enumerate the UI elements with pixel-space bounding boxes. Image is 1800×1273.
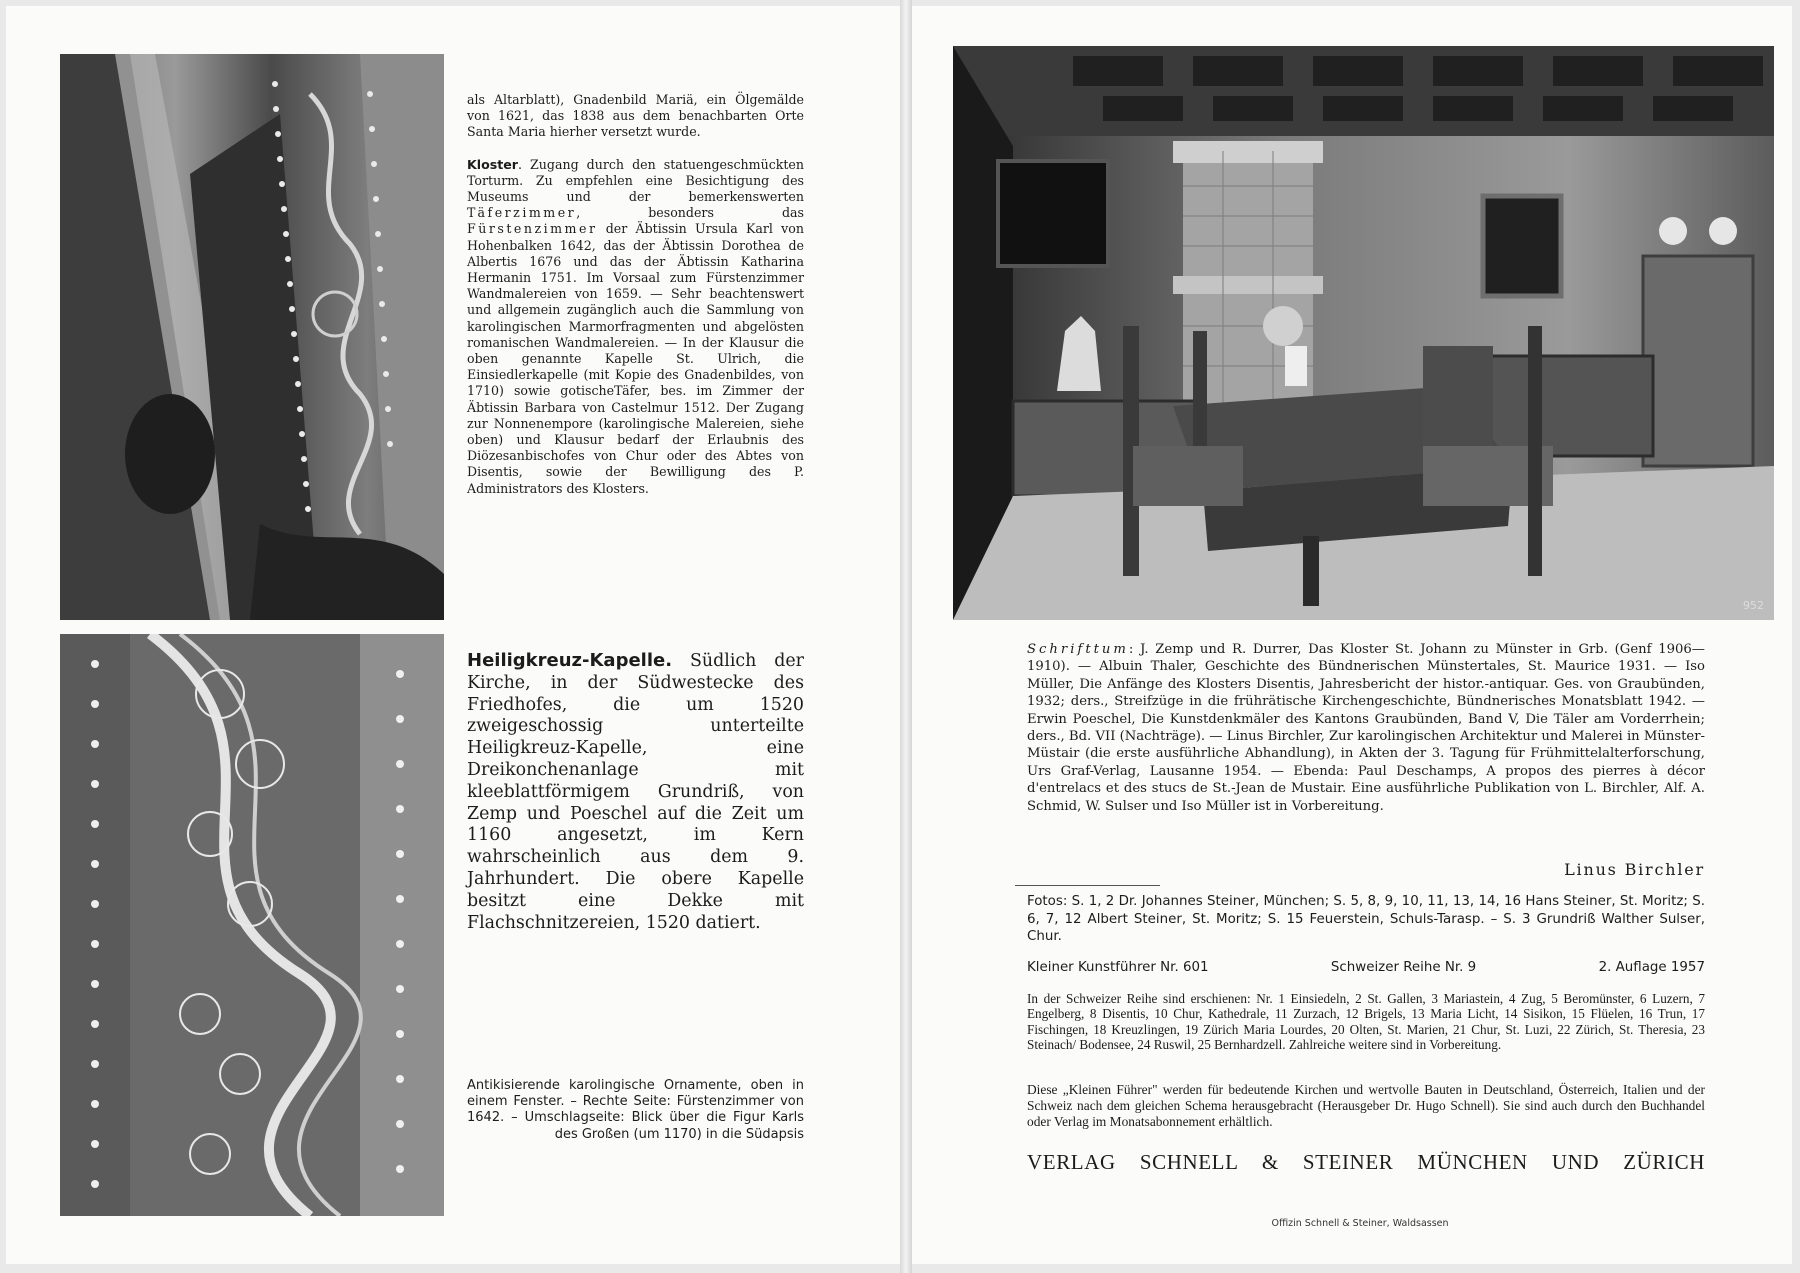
photo-caption <box>467 1078 804 1143</box>
guide-number: Kleiner Kunstführer Nr. 601 <box>1027 960 1209 975</box>
heiligkreuz-paragraph <box>467 650 804 934</box>
author-signature: Linus Birchler <box>1564 860 1705 879</box>
series-list: In der Schweizer Reihe sind erschienen: Nr. 1 Einsiedeln, 2 St. Gallen, 3 Mariastein, 4 Zug, 5 Beromünster, 6 Luzern, 7 Engelberg, 8 Disentis, 10 Chur, Kathedrale, 11 Zurzach, 12 Brigels, 13 Maria Licht, 14 Sisikon, 15 Flüelen, 16 Trun, 17 Fischingen, 18 Kreuzlingen, 19 Zürich Maria Lourdes, 20 Olten, St. Marien, 21 Chur, St. Luzi, 22 Zürich, St. Theresia, 23 Steinach/ Bodensee, 24 Ruswil, 25 Bernhardzell. Zahlreiche weitere sind in Vorbereitung. <box>1027 991 1705 1053</box>
swiss-series-number: Schweizer Reihe Nr. 9 <box>1330 960 1477 975</box>
about-series: Diese „Kleinen Führer" werden für bedeutende Kirchen und wertvolle Bauten in Deutschland, Österreich, Italien und der Schweiz nach dem gleichen Schema herausgebracht (Herausgeber Dr. Hugo Schnell). Sie sind auch durch den Buchhandel oder Verlag im Monatsabonnement erhältlich. <box>1027 1082 1705 1129</box>
bibliography-text: : J. Zemp und R. Durrer, Das Kloster St. Johann zu Münster in Grb. (Genf 1906—1910). — Albuin Thaler, Geschichte des Bündnerischen Münstertales, St. Maurice 1931. — Iso Müller, Die Anfänge des Klosters Disentis, Jahresbericht der histor.-antiquar. Ges. von Graubünden, 1932; ders., Streifzüge in die frührätische Kirchengeschichte, Bündnerisches Monatsblatt 1942. — Erwin Poeschel, Die Kunstdenkmäler des Kantons Graubünden, Band V, Die Täler am Vorderrhein; ders., Bd. VII (Nachträge). — Linus Birchler, Zur karolingischen Architektur und Malerei in Münster-Müstair (die erste ausführliche Abhandlung), in Akten der 3. Tagung für Frühmittelalterforschung, Urs Graf-Verlag, Lausanne 1954. — Ebenda: Paul Deschamps, A propos des pierres à décor d'entrelacs et des stucs de St.-Jean de Mustair. Eine ausführliche Publikation von L. Birchler, Alf. A. Schmid, W. Sulser und Iso Müller ist in Vorbereitung. <box>1027 642 1705 814</box>
heiligkreuz-heading: Heiligkreuz-Kapelle. <box>467 650 673 671</box>
bibliography-label: Schrifttum <box>1027 642 1129 657</box>
heiligkreuz-column <box>467 650 804 934</box>
printer-imprint: Offizin Schnell & Steiner, Waldsassen <box>1271 1218 1449 1229</box>
edition: 2. Auflage 1957 <box>1598 960 1705 975</box>
book-gutter <box>900 0 912 1273</box>
intro-paragraph: als Altarblatt), Gnadenbild Mariä, ein Ölgemälde von 1621, das 1838 aus dem benachbarten Orte Santa Maria hierher versetzt wurde. <box>467 92 804 140</box>
ornament-band-photo <box>60 634 444 1216</box>
publisher-name: VERLAG SCHNELL & STEINER MÜNCHEN UND ZÜRICH <box>1027 1150 1705 1174</box>
fresco-window-photo <box>60 54 444 620</box>
heiligkreuz-text: Südlich der Kirche, in der Südwestecke des Friedhofes, die um 1520 zweigeschossig unterteilte Heiligkreuz-Kapelle, eine Dreikonchenanlage mit kleeblattförmigem Grundriß, von Zemp und Poeschel auf die Zeit um 1160 angesetzt, im Kern wahrscheinlich aus dem 9. Jahrhundert. Die obere Kapelle besitzt eine Dekke mit Flachschnitzereien, 1520 datiert. <box>467 651 804 933</box>
kloster-paragraph <box>467 157 804 497</box>
kloster-text-c: der Äbtissin Ursula Karl von Hohenbalken 1642, das der Äbtissin Dorothea de Albertis 1676 und das der Äbtissin Katharina Hermanin 1751. Im Vorsaal zum Fürstenzimmer Wandmalereien von 1659. — Sehr beachtenswert und allgemein zugänglich auch die Sammlung von karolingischen Marmorfragmenten und abgelösten romanischen Wandmalereien. — In der Klausur die oben genannte Kapelle St. Ulrich, die Einsiedlerkapelle (mit Kopie des Gnadenbildes, von 1710) sowie gotischeTäfer, bes. im Zimmer der Äbtissin Barbara von Castelmur 1512. Der Zugang zur Nonnenempore (karolingische Malereien, siehe oben) und Klausur bedarf der Erlaubnis des Diözesanbischofes von Chur oder des Abtes von Disentis, sowie der Bewilligung des P. Administrators des Klosters. <box>467 221 804 496</box>
kloster-spaced-2: Fürstenzimmer <box>467 221 598 237</box>
fuerstenzimmer-photo <box>953 46 1774 620</box>
photo-credits: Fotos: S. 1, 2 Dr. Johannes Steiner, München; S. 5, 8, 9, 10, 11, 13, 14, 16 Hans Steiner, St. Moritz; S. 6, 7, 12 Albert Steiner, St. Moritz; S. 15 Feuerstein, Schuls-Tarasp. – S. 3 Grundriß Walther Sulser, Chur. <box>1027 894 1705 945</box>
kloster-text-a: . Zugang durch den statuengeschmückten Torturm. Zu empfehlen eine Besichtigung des Museums und der bemerkenswerten <box>467 156 804 205</box>
photo-caption-text: Antikisierende karolingische Ornamente, oben in einem Fenster. – Rechte Seite: Fürstenzimmer von 1642. – Umschlagseite: Blick über die Figur Karls des Großen (um 1170) in die Südapsis <box>467 1078 804 1142</box>
series-info <box>1027 960 1705 975</box>
credits-divider <box>1015 885 1160 886</box>
plate-number: 952 <box>1743 599 1764 612</box>
kloster-spaced-1: Täferzimmer <box>467 205 577 221</box>
kloster-column <box>467 92 804 497</box>
kloster-heading: Kloster <box>467 156 518 172</box>
kloster-text-b: , besonders das <box>576 205 804 221</box>
bibliography <box>1027 641 1705 815</box>
